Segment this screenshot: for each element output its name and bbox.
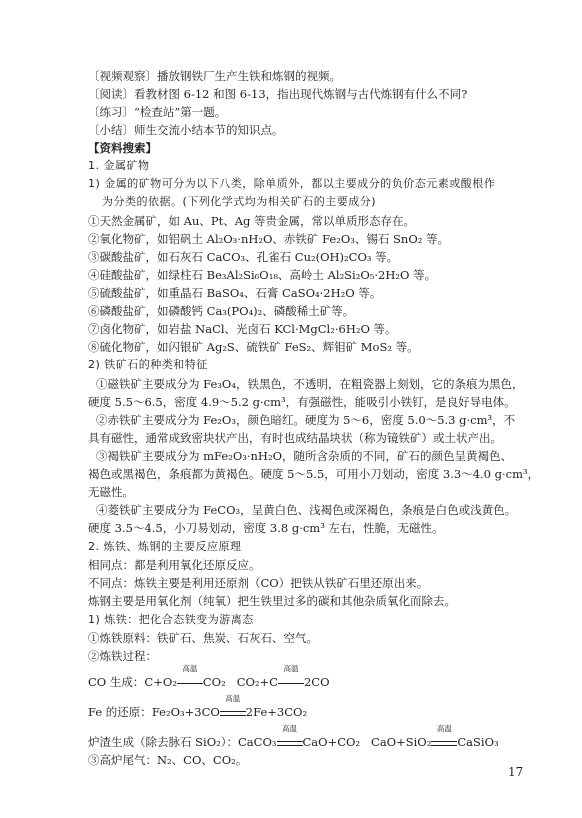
- equation-reactants: Fe₂O₃+3CO: [151, 705, 220, 719]
- list-item: ③高炉尾气：N₂、CO、CO₂。: [88, 753, 248, 767]
- text-line: 1) 金属的矿物可分为以下八类，除单质外，都以主要成分的负价态元素或酸根作: [88, 177, 496, 190]
- list-item: ⑧硫化物矿，如闪银矿 Ag₂S、硫铁矿 FeS₂、辉钼矿 MoS₂ 等。: [88, 340, 419, 354]
- reaction-arrow: [431, 724, 457, 750]
- text-line: 〔视频观察〕播放钢铁厂生产生铁和炼钢的视频。: [88, 69, 341, 83]
- text-line: 不同点：炼铁主要是利用还原剂（CO）把铁从铁矿石里还原出来。: [88, 576, 429, 590]
- text-line: 具有磁性，通常成致密块状产出，有时也成结晶块状（称为镜铁矿）或土状产出。: [88, 431, 502, 445]
- list-item: ②炼铁过程：: [88, 649, 157, 663]
- equation-products: CaO+CO₂: [302, 735, 361, 749]
- equation-products: CO₂: [202, 675, 226, 689]
- list-item: ②氧化物矿，如铝矾土 Al₂O₃·nH₂O、赤铁矿 Fe₂O₃、锡石 SnO₂ 等。: [88, 232, 450, 246]
- subheading: 1) 炼铁：把化合态铁变为游离态: [88, 613, 254, 626]
- list-item: ⑦卤化物矿，如岩盐 NaCl、光卤石 KCl·MgCl₂·6H₂O 等。: [88, 322, 397, 336]
- reaction-arrow: [277, 724, 303, 750]
- text-line: 无磁性。: [88, 485, 134, 499]
- equation-label: Fe 的还原：: [88, 705, 152, 719]
- page-number: 17: [508, 765, 524, 779]
- text-line: 为分类的依据。(下列化学式均为相关矿石的主要成分): [102, 195, 377, 208]
- text-line: ②赤铁矿主要成分为 Fe₂O₃，颜色暗红。硬度为 5～6，密度 5.0～5.3 g·cm³，不: [96, 413, 516, 427]
- list-item: ⑥磷酸盐矿，如磷酸钙 Ca₃(PO₄)₂、磷酸稀土矿等。: [88, 304, 355, 318]
- subheading: 1. 金属矿物: [88, 159, 150, 172]
- text-line: 褐色或黑褐色，条痕都为黄褐色。硬度 5～5.5，可用小刀划动，密度 3.3～4.0 g·cm³，: [88, 467, 540, 481]
- reaction-arrow: [278, 664, 304, 690]
- equation-products: 2CO: [303, 675, 330, 689]
- equation-reactants: CaCO₃: [238, 735, 277, 749]
- list-item: ⑤硫酸盐矿，如重晶石 BaSO₄、石膏 CaSO₄·2H₂O 等。: [88, 286, 382, 300]
- equation-reactants: C+O₂: [144, 675, 177, 689]
- text-line: 硬度 5.5～6.5，密度 4.9～5.2 g·cm³，有强磁性，能吸引小铁钉，是良好导电体。: [88, 395, 516, 409]
- list-item: ④硅酸盐矿，如绿柱石 Be₃Al₂Si₆O₁₈、高岭土 Al₂Si₂O₅·2H₂O 等。: [88, 268, 437, 282]
- reaction-condition: 高温: [436, 724, 452, 733]
- reaction-condition: 高温: [282, 724, 297, 733]
- section-heading: 【资料搜索】: [88, 141, 157, 155]
- reaction-arrow: [220, 694, 246, 720]
- reaction-condition: 高温: [182, 664, 198, 673]
- text-line: ③褐铁矿主要成分为 mFe₂O₃·nH₂O，随所含杂质的不同，矿石的颜色呈黄褐色、: [96, 449, 512, 463]
- list-item: ①天然金属矿，如 Au、Pt、Ag 等贵金属，常以单质形态存在。: [88, 214, 416, 228]
- text-line: 硬度 3.5～4.5，小刀易划动，密度 3.8 g·cm³ 左右，性脆，无磁性。: [88, 521, 444, 535]
- equation-label: CO 生成：: [88, 675, 145, 689]
- text-line: 〔小结〕师生交流小结本节的知识点。: [88, 123, 284, 137]
- equation-line-co: [88, 664, 330, 690]
- text-line: ①磁铁矿主要成分为 Fe₃O₄，铁黑色，不透明，在粗瓷器上刻划，它的条痕为黑色，: [96, 377, 524, 391]
- equation-label: 炉渣生成（除去脉石 SiO₂）：: [88, 735, 238, 749]
- equation-reactants: CO₂+C: [236, 675, 278, 689]
- text-line: 〔练习〕“检查站”第一题。: [88, 105, 227, 119]
- list-item: ③碳酸盐矿，如石灰石 CaCO₃、孔雀石 Cu₂(OH)₂CO₃ 等。: [88, 250, 399, 264]
- equation-reactants: CaO+SiO₂: [371, 735, 432, 749]
- equation-line-fe: [88, 694, 308, 720]
- equation-line-slag: [88, 724, 499, 750]
- subheading: 2) 铁矿石的种类和特征: [88, 358, 208, 371]
- text-line: ④菱铁矿主要成分为 FeCO₃，呈黄白色、浅褐色或深褐色，条痕是白色或浅黄色。: [96, 503, 517, 517]
- reaction-condition: 高温: [225, 694, 241, 703]
- text-line: 〔阅读〕看教材图 6-12 和图 6-13，指出现代炼钢与古代炼钢有什么不同?: [88, 87, 468, 101]
- subheading: 2. 炼铁、炼钢的主要反应原理: [88, 540, 242, 553]
- reaction-condition: 高温: [283, 664, 299, 673]
- equation-products: CaSiO₃: [457, 735, 499, 749]
- list-item: ①炼铁原料：铁矿石、焦炭、石灰石、空气。: [88, 631, 318, 645]
- text-line: 炼钢主要是用氧化剂（纯氧）把生铁里过多的碳和其他杂质氧化而除去。: [88, 594, 456, 608]
- reaction-arrow: [177, 664, 203, 690]
- text-line: 相同点：都是利用氧化还原反应。: [88, 558, 261, 572]
- equation-products: 2Fe+3CO₂: [245, 705, 308, 719]
